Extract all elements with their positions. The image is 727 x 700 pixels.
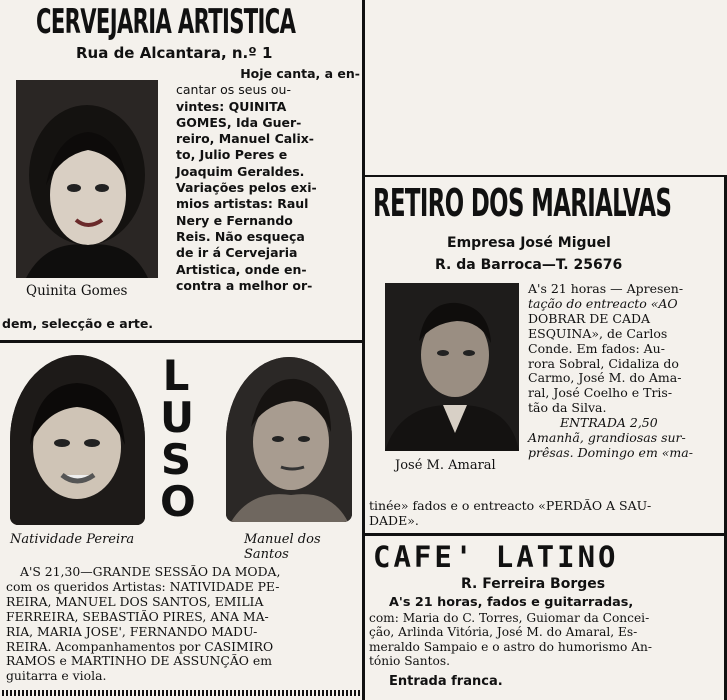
cervejaria-line: Hoje canta, a en- [240,66,360,81]
luso-letter: S [160,435,192,484]
cafe-line: meraldo Sampaio e o astro do humorismo An- [369,639,652,654]
portrait-woman-icon [16,80,158,278]
retiro-tail-line: DADE». [369,512,419,528]
retiro-line: Carmo, José M. do Ama- [528,370,682,386]
luso-line: com os queridos Artistas: NATIVIDADE PE- [6,578,280,594]
luso-ad [0,343,362,700]
quinita-gomes-photo [16,80,158,278]
luso-line: REIRA, MANUEL DOS SANTOS, EMILIA [6,593,264,609]
retiro-line: ESQUINA», de Carlos [528,325,668,341]
cervejaria-line: reiro, Manuel Calix- [176,131,314,147]
cafe-footer: Entrada franca. [389,674,503,689]
retiro-photo-caption: José M. Amaral [395,458,496,473]
cervejaria-photo-caption: Quinita Gomes [26,283,128,299]
cervejaria-address: Rua de Alcantara, n.º 1 [76,44,273,62]
luso-caption-left: Natividade Pereira [10,532,135,547]
cafe-text [369,596,721,669]
cervejaria-title: CERVEJARIA ARTISTICA [36,2,296,42]
retiro-line: Amanhã, grandiosas sur- [528,430,686,446]
cervejaria-line: contra a melhor or- [176,277,313,293]
retiro-address: R. da Barroca—T. 25676 [435,257,623,273]
retiro-line: prêsas. Domingo em «ma- [528,444,693,460]
cervejaria-line: to, Julio Peres e [176,147,288,163]
natividade-pereira-photo [10,355,145,525]
retiro-line: rora Sobral, Cidaliza do [528,355,679,371]
luso-line: RIA, MARIA JOSE', FERNANDO MADU- [6,623,258,639]
jose-amaral-photo [385,283,519,451]
cervejaria-text [176,66,360,294]
luso-letter: O [160,477,196,526]
cafe-address: R. Ferreira Borges [461,576,606,592]
luso-line: RAMOS e MARTINHO DE ASSUNÇÃO em [6,653,272,669]
portrait-woman-icon [10,355,145,525]
cafe-line: tónio Santos. [369,654,451,668]
cervejaria-line: Artistica, onde en- [176,261,307,277]
luso-letter: U [160,393,195,442]
retiro-line: ral, José Coelho e Tris- [528,385,673,401]
luso-title [160,351,196,526]
luso-line: guitarra e viola. [6,668,107,684]
cervejaria-artistica-ad [0,0,362,340]
cervejaria-line: Reis. Não esqueça [176,228,305,244]
retiro-tail [369,499,721,529]
luso-line: REIRA. Acompanhamentos por CASIMIRO [6,638,274,654]
luso-caption-right: Manuel dos Santos [244,532,321,562]
retiro-line: tação do entreacto «AO [528,295,678,311]
cervejaria-line: cantar os seus ou- [176,82,291,98]
cafe-title: CAFE' LATINO [373,540,619,574]
retiro-title: RETIRO DOS MARIALVAS [373,181,672,225]
cervejaria-line: Joaquim Geraldes. [176,163,305,179]
luso-letter: L [162,351,190,400]
cervejaria-line: mios artistas: Raul [176,196,309,212]
retiro-line: ENTRADA 2,50 [560,415,658,431]
retiro-line: tão da Silva. [528,400,607,416]
cervejaria-line: Nery e Fernando [176,212,293,228]
luso-bottom-border [2,690,360,696]
cervejaria-line: Variações pelos exi- [176,180,317,196]
retiro-line: DOBRAR DE CADA [528,310,651,326]
luso-line: FERREIRA, SEBASTIÃO PIRES, ANA MA- [6,608,269,624]
retiro-text [528,282,720,461]
cervejaria-last-line: dem, selecção e arte. [2,316,154,331]
cafe-latino-ad [365,536,724,700]
retiro-tail-line: tinée» fados e o entreacto «PERDÃO A SAU- [369,498,652,513]
cafe-line: com: Maria do C. Torres, Guiomar da Concei- [369,610,650,625]
cervejaria-line: GOMES, Ida Guer- [176,114,302,130]
cafe-line: ção, Arlinda Vitória, José M. do Amaral, Es- [369,625,638,639]
retiro-dos-marialvas-ad [365,177,724,533]
luso-text [6,565,356,684]
retiro-line: A's 21 horas — Apresen- [528,281,684,296]
portrait-man-icon [226,357,352,522]
portrait-man-icon [385,283,519,451]
cervejaria-line: vintes: QUINITA [176,98,287,114]
manuel-dos-santos-photo [226,357,352,522]
cervejaria-line: de ir á Cervejaria [176,245,298,261]
retiro-line: Conde. Em fados: Au- [528,340,665,356]
luso-line: A'S 21,30—GRANDE SESSÃO DA MODA, [20,564,281,579]
retiro-company: Empresa José Miguel [447,235,611,251]
cafe-line: A's 21 horas, fados e guitarradas, [389,595,634,610]
